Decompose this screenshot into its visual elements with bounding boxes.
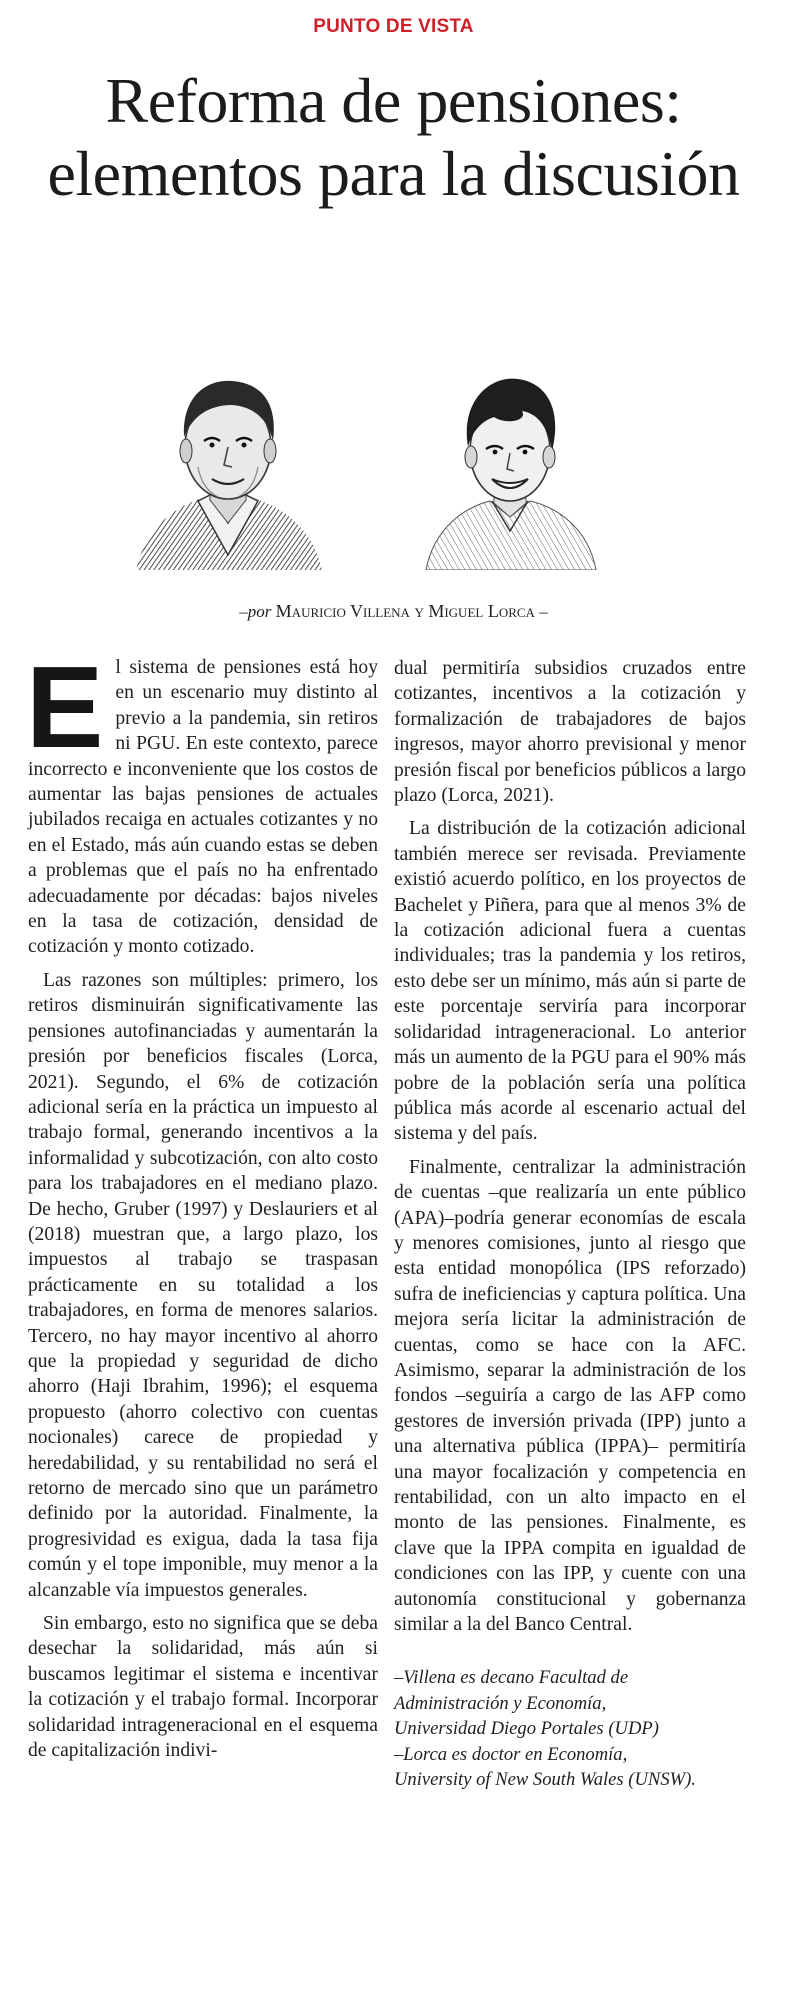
article-paragraph-1 — [26, 642, 378, 960]
byline-authors: Mauricio Villena y Miguel Lorca — [275, 601, 535, 621]
article-paragraph-3-end: dual permitiría subsidios cruzados entre cotizantes, incentivos a la cotización y formalización de trabajadores de bajos ingresos, mayor ahorro previsional y menor presión fiscal por beneficios públicos a largo plazo (Lorca, 2021). — [394, 658, 746, 807]
byline — [0, 601, 787, 622]
headline: Reforma de pensiones: elementos para la discusión — [47, 65, 740, 209]
portrait-villena — [128, 355, 328, 570]
portrait-lorca-illustration — [410, 355, 610, 570]
byline-suffix: – — [539, 602, 548, 621]
footnote-line: Universidad Diego Portales (UDP) — [394, 1718, 659, 1740]
article-column-left — [26, 642, 378, 1771]
article-paragraph-2: Las razones son múltiples: primero, los retiros disminuirán significativamente las pensiones autofinanciadas y aumentarán la presión por beneficios fiscales (Lorca, 2021). Segundo, el 6% de cotización adicional sería en la práctica un impuesto al trabajo formal, generando incentivos a la informalidad y subcotización, con alto costo para los trabajadores en el mediano plazo. De hecho, Gruber (1997) y Deslauriers et al (2018) muestran que, a largo plazo, los impuestos al trabajo se traspasan prácticamente en su totalidad a los trabajadores, en forma de menores salarios. Tercero, no hay mayor incentivo al ahorro que la propiedad y seguridad de dicho ahorro (Haji Ibrahim, 1996); el esquema propuesto (ahorro colectivo con cuentas nocionales) carece de propiedad y heredabilidad, y su rentabilidad no será el retorno de mercado sino que un parámetro definido por la autoridad. Finalmente, la progresividad es exigua, dada la tasa fija común y el tope imponible, muy menor a la alcanzable vía impuestos generales. — [28, 969, 378, 1601]
portrait-lorca — [410, 355, 610, 570]
section-label: PUNTO DE VISTA — [313, 16, 474, 37]
footnote-line: University of New South Wales (UNSW). — [394, 1769, 696, 1791]
article-paragraph-1-text: l sistema de pensiones está hoy en un escenario muy distinto al previo a la pandemia, sin retiros ni PGU. En este contexto, parece incorrecto e inconveniente que los costos de aumentar las bajas pensiones de actuales jubilados recaiga en actuales cotizantes y no en el Estado, más aún cuando estas se deben a problemas que el país no ha enfrentado adecuadamente por décadas: bajos niveles en la tasa de cotización, densidad de cotización y monto cotizado. — [28, 657, 378, 958]
footnote-line: –Lorca es doctor en Economía, — [394, 1743, 628, 1765]
footnote-line: Administración y Economía, — [394, 1692, 607, 1714]
byline-prefix: –por — [239, 602, 272, 621]
article-column-right — [394, 656, 746, 1792]
article-paragraph-4: La distribución de la cotización adicional también merece ser revisada. Previamente existió acuerdo político, en los proyectos de Bachelet y Piñera, para que al menos 3% de la cotización adicional fuera a cuentas individuales; tras la pandemia y los retiros, esto debe ser un mínimo, más aún si parte de este porcentaje serviría para incorporar solidaridad intrageneracional. Lo anterior más un aumento de la PGU para el 90% más pobre de la población sería una política pública más acorde al escenario actual del sistema y del país. — [394, 818, 746, 1145]
author-footnotes — [394, 1665, 746, 1792]
drop-cap: E — [26, 642, 104, 772]
portrait-villena-illustration — [128, 355, 328, 570]
article-paragraph-3-start: Sin embargo, esto no significa que se deba desechar la solidaridad, más aún si buscamos legitimar el sistema e incentivar la cotización y el trabajo formal. Incorporar solidaridad intrageneracional en el esquema de capitalización indivi- — [28, 1613, 378, 1762]
footnote-line: –Villena es decano Facultad de — [394, 1667, 629, 1689]
article-paragraph-5: Finalmente, centralizar la administración de cuentas –que realizaría un ente público (APA)–podría generar economías de escala y menores comisiones, junto al riesgo que esta entidad monopólica (IPS reforzado) sufra de ineficiencias y captura política. Una mejora sería licitar la administración de cuentas, como se hace con la AFC. Asimismo, separar la administración de los fondos –seguiría a cargo de las AFP como gestores de inversión privada (IPP) junto a una alternativa pública (IPPA)– permitiría una mayor focalización y competencia en rentabilidad, con un alto impacto en el monto de las pensiones. Finalmente, es clave que la IPPA compita en igualdad de condiciones con las IPP, y cuente con una autonomía constitucional y gobernanza similar a la del Banco Central. — [394, 1156, 746, 1636]
